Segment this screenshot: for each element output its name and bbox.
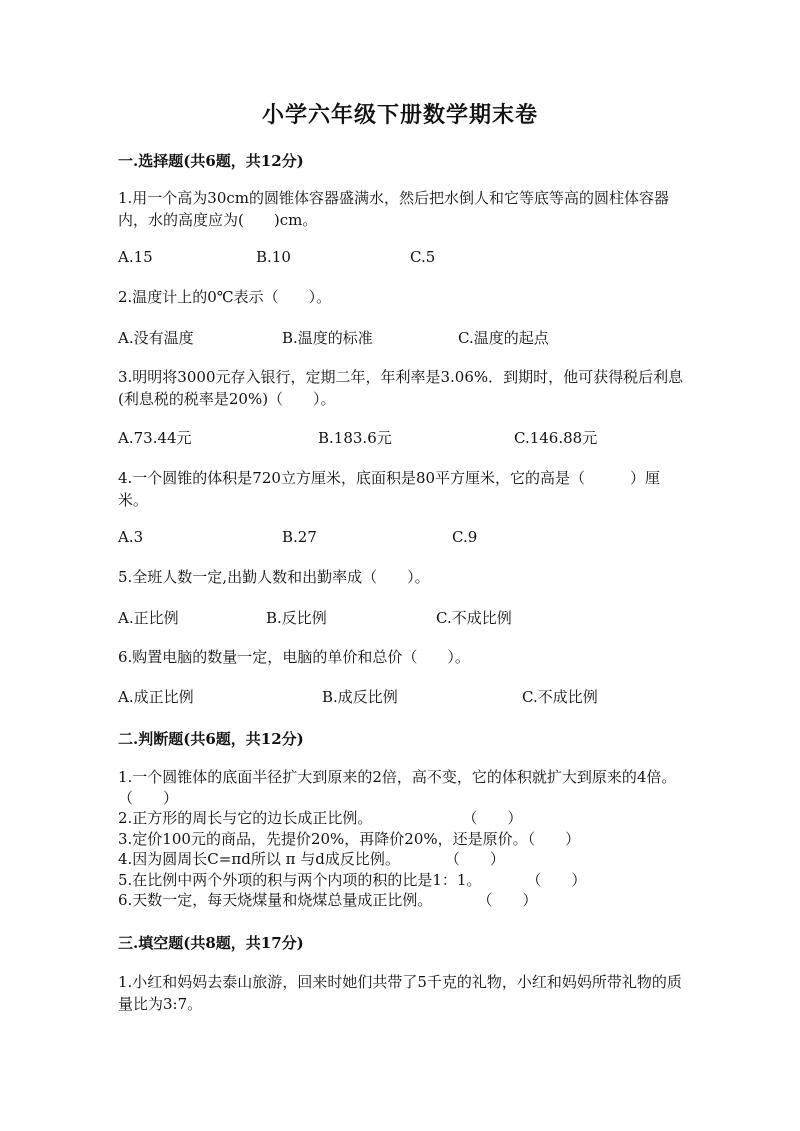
option-c: C.9 [452,528,478,546]
option-b: B.成反比例 [322,688,398,706]
judge-item: 5.在比例中两个外项的积与两个内项的积的比是1：1。 （ ） [118,870,587,889]
options-row [118,686,718,708]
question-text: 1.用一个高为30cm的圆锥体容器盛满水，然后把水倒人和它等底等高的圆柱体容器内，水的高度应为( )cm。 [118,189,670,229]
option-a: A.3 [118,528,144,546]
section-heading-choice: 一.选择题(共6题，共12分) [118,152,304,170]
option-a: A.73.44元 [118,429,192,447]
judge-item: 3.定价100元的商品，先提价20%，再降价20%，还是原价。（ ） [118,829,581,848]
option-c: C.不成比例 [522,688,598,706]
option-a: A.成正比例 [118,688,194,706]
option-b: B.10 [256,248,291,266]
option-a: A.没有温度 [118,329,194,347]
exam-title: 小学六年级下册数学期末卷 [261,102,538,128]
option-c: C.5 [410,248,436,266]
section-heading-judge: 二.判断题(共6题，共12分) [118,730,304,748]
question-text: 6.购置电脑的数量一定，电脑的单价和总价（ ）。 [118,648,470,666]
question-text: 3.明明将3000元存入银行，定期二年，年利率是3.06%．到期时，他可获得税后利息(利息税的税率是20%)（ ）。 [118,368,684,408]
judge-item: 2.正方形的周长与它的边长成正比例。 （ ） [118,809,523,827]
option-c: C.146.88元 [514,429,598,447]
question-text: 1.小红和妈妈去泰山旅游，回来时她们共带了5千克的礼物，小红和妈妈所带礼物的质量比为3:7。 [118,973,682,1013]
options-row [118,327,718,349]
judge-item: 6.天数一定，每天烧煤量和烧煤总量成正比例。 （ ） [118,891,538,909]
option-b: B.27 [282,528,317,546]
options-row [118,248,718,270]
question-text: 2.温度计上的0℃表示（ ）。 [118,288,332,306]
options-row [118,607,718,629]
option-b: B.183.6元 [318,429,392,447]
option-b: B.反比例 [266,609,327,627]
options-row [118,427,718,449]
judge-item: 4.因为圆周长C=πd所以 π 与d成反比例。 （ ） [118,850,505,868]
question-text: 5.全班人数一定,出勤人数和出勤率成（ ）。 [118,568,430,586]
option-a: A.15 [118,248,153,266]
option-a: A.正比例 [118,609,179,627]
option-c: C.不成比例 [436,609,512,627]
question-text: 4.一个圆锥的体积是720立方厘米，底面积是80平方厘米，它的高是（ ）厘米。 [118,469,661,509]
option-b: B.温度的标准 [282,329,373,347]
section-heading-fill: 三.填空题(共8题，共17分) [118,934,304,952]
options-row [118,528,718,550]
judge-item: 1.一个圆锥体的底面半径扩大到原来的2倍，高不变，它的体积就扩大到原来的4倍。 （ ） [118,768,729,807]
option-c: C.温度的起点 [458,329,549,347]
judge-list [118,767,729,911]
